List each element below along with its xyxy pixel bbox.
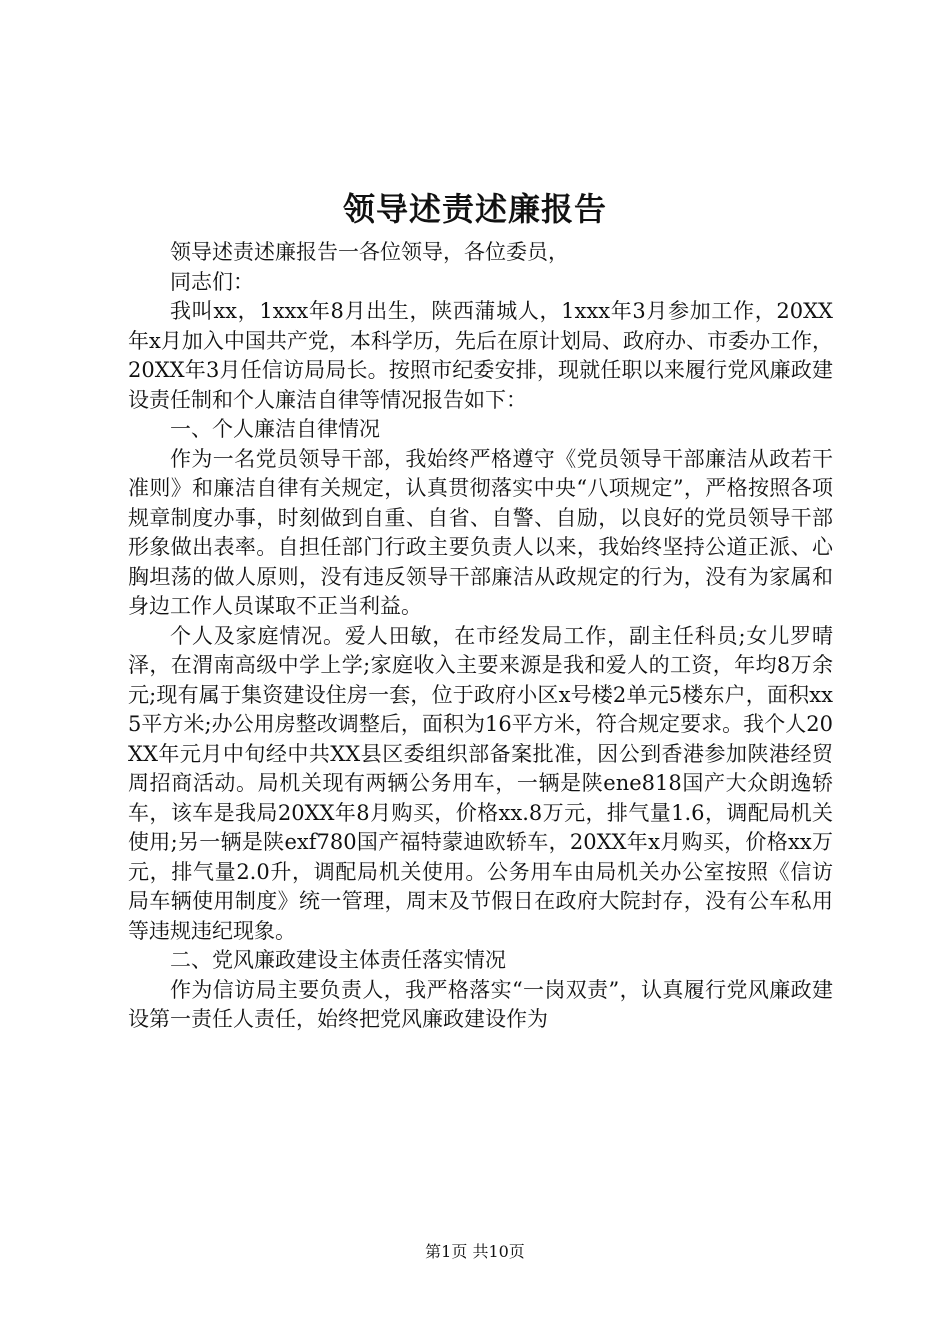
section-heading-2: 二、党风廉政建设主体责任落实情况 <box>170 948 506 972</box>
document-title: 领导述责述廉报告 <box>342 190 607 228</box>
section-heading-1: 一、个人廉洁自律情况 <box>170 417 380 441</box>
page-number-footer: 第1页 共10页 <box>425 1242 525 1261</box>
paragraph-family-situation: 个人及家庭情况。爱人田敏，在市经发局工作，副主任科员;女儿罗晴泽，在渭南高级中学上学;家庭收入主要来源是我和爱人的工资，年均8万余元;现有属于集资建设住房一套，位于政府小区x号楼2单元5楼东户，面积xx5平方米;办公用房整改调整后，面积为16平方米，符合规定要求。我个人20XX年元月中旬经中共XX县区委组织部备案批准，因公到香港参加陕港经贸周招商活动。局机关现有两辆公务用车，一辆是陕ene818国产大众朗逸轿车，该车是我局20XX年8月购买，价格xx.8万元，排气量1.6，调配局机关使用;另一辆是陕exf780国产福特蒙迪欧轿车，20XX年x月购买，价格xx万元，排气量2.0升，调配局机关使用。公务用车由局机关办公室按照《信访局车辆使用制度》统一管理，周末及节假日在政府大院封存，没有公车私用等违规违纪现象。 <box>128 623 833 943</box>
paragraph-introduction: 我叫xx，1xxx年8月出生，陕西蒲城人，1xxx年3月参加工作，20XX年x月加入中国共产党，本科学历，先后在原计划局、政府办、市委办工作，20XX年3月任信访局局长。按照市纪委安排，现就任职以来履行党风廉政建设责任制和个人廉洁自律等情况报告如下： <box>128 299 833 412</box>
document-body <box>128 238 833 1035</box>
paragraph-responsibility: 作为信访局主要负责人，我严格落实“一岗双责”，认真履行党风廉政建设第一责任人责任，始终把党风廉政建设作为 <box>128 977 833 1031</box>
paragraph-salutation: 同志们： <box>170 269 254 294</box>
paragraph-greeting: 领导述责述廉报告一各位领导，各位委员， <box>170 240 569 264</box>
paragraph-self-discipline: 作为一名党员领导干部，我始终严格遵守《党员领导干部廉洁从政若干准则》和廉洁自律有关规定，认真贯彻落实中央“八项规定”，严格按照各项规章制度办事，时刻做到自重、自省、自警、自励，以良好的党员领导干部形象做出表率。自担任部门行政主要负责人以来，我始终坚持公道正派、心胸坦荡的做人原则，没有违反领导干部廉洁从政规定的行为，没有为家属和身边工作人员谋取不正当利益。 <box>128 446 833 618</box>
